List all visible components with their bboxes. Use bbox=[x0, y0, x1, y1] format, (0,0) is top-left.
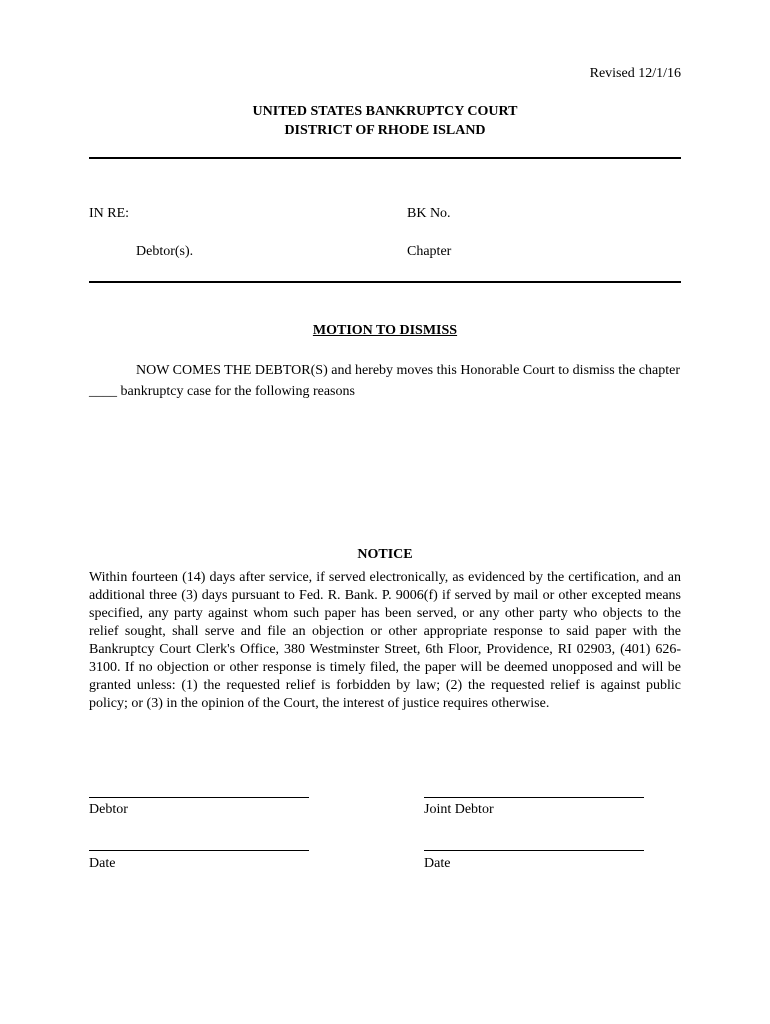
notice-title: NOTICE bbox=[357, 547, 413, 562]
debtor-signature-line bbox=[89, 797, 309, 798]
joint-debtor-date-label: Date bbox=[424, 856, 451, 871]
caption-bottom-rule bbox=[89, 281, 681, 283]
court-district: DISTRICT OF RHODE ISLAND bbox=[284, 123, 486, 138]
joint-debtor-signature-line bbox=[424, 797, 644, 798]
motion-body: NOW COMES THE DEBTOR(S) and hereby moves this Honorable Court to dismiss the chapter ____ bankruptcy case for the following reasons bbox=[89, 363, 680, 399]
caption-top-rule bbox=[89, 157, 681, 159]
motion-title: MOTION TO DISMISS bbox=[312, 323, 458, 338]
bk-number-label: BK No. bbox=[407, 206, 451, 221]
revision-date: Revised 12/1/16 bbox=[589, 66, 681, 81]
joint-debtor-label: Joint Debtor bbox=[424, 802, 494, 817]
joint-debtor-date-line bbox=[424, 850, 644, 851]
notice-body: Within fourteen (14) days after service, if served electronically, as evidenced by the certification, and an additional three (3) days pursuant to Fed. R. Bank. P. 9006(f) if served by mail or other excepted means specified, any party against whom such paper has been served, or any other party who objects to the relief sought, shall serve and file an objection or other appropriate response to said paper with the Bankruptcy Court Clerk's Office, 380 Westminster Street, 6th Floor, Providence, RI 02903, (401) 626-3100. If no objection or other response is timely filed, the paper will be deemed unopposed and will be granted unless: (1) the requested relief is forbidden by law; (2) the requested relief is against public policy; or (3) in the opinion of the Court, the interest of justice requires otherwise. bbox=[89, 570, 681, 711]
court-name: UNITED STATES BANKRUPTCY COURT bbox=[252, 104, 518, 119]
debtor-date-label: Date bbox=[89, 856, 116, 871]
in-re-label: IN RE: bbox=[89, 206, 130, 221]
debtor-label: Debtor bbox=[89, 802, 128, 817]
debtor-date-line bbox=[89, 850, 309, 851]
debtors-label: Debtor(s). bbox=[136, 244, 194, 259]
chapter-label: Chapter bbox=[407, 244, 452, 259]
court-heading bbox=[0, 102, 770, 140]
